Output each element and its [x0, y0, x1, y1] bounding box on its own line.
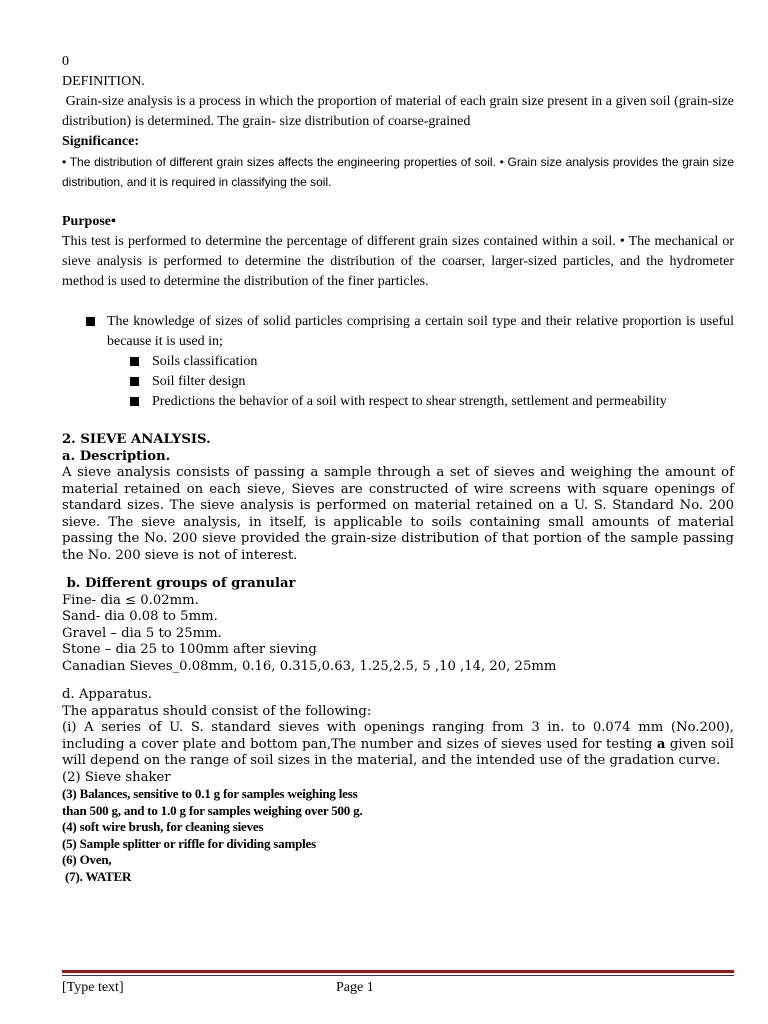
- description-text: A sieve analysis consists of passing a sample through a set of sieves and weighing the amount of material retained on each sieve, Sieves are constructed of wire screens with square openings of standard sizes. The sieve analysis is performed on material retained on a U. S. Standard No. 200 sieve. The sieve analysis, in itself, is applicable to soils containing small amounts of material passing the No. 200 sieve provided the grain-size distribution of that portion of the sample passing the No. 200 sieve is not of interest.: [62, 465, 734, 563]
- apparatus-item-1: (i) A series of U. S. standard sieves with openings ranging from 3 in. to 0.074 mm (No.200), including a cover plate and bottom pan,The number and sizes of sieves used for testing a given soil will depend on the range of soil sizes in the material, and the intended use of the gradation curve.: [62, 720, 735, 768]
- footer-type-text: [Type text]: [62, 980, 124, 995]
- use-item: Soil filter design: [62, 372, 734, 392]
- apparatus-item-bold: (6) Oven,: [62, 852, 112, 867]
- square-bullet-icon: [130, 377, 139, 386]
- square-bullet-icon: [86, 317, 95, 326]
- group-line: Canadian Sieves_0.08mm, 0.16, 0.315,0.63, 1.25,2.5, 5 ,10 ,14, 20, 25mm: [62, 658, 557, 674]
- sieve-analysis-heading: 2. SIEVE ANALYSIS.: [62, 432, 211, 447]
- definition-heading: DEFINITION.: [62, 74, 145, 89]
- square-bullet-icon: [130, 357, 139, 366]
- purpose-heading: Purpose•: [62, 214, 116, 229]
- apparatus-item-bold: (7). WATER: [62, 868, 132, 884]
- granular-groups-heading: b. Different groups of granular: [62, 576, 296, 591]
- use-item: Predictions the behavior of a soil with respect to shear strength, settlement and permeability: [62, 392, 734, 412]
- footer-rule: [62, 970, 734, 973]
- group-line: Stone – dia 25 to 100mm after sieving: [62, 642, 317, 657]
- group-line: Sand- dia 0.08 to 5mm.: [62, 609, 218, 624]
- description-heading: a. Description.: [62, 448, 171, 464]
- use-item: Soils classification: [62, 352, 734, 372]
- apparatus-heading: d. Apparatus.: [62, 687, 153, 702]
- knowledge-list: [62, 312, 734, 412]
- definition-text: Grain-size analysis is a process in which the proportion of material of each grain size present in a given soil (grain-size distribution) is determined. The grain- size distribution of coarse-grained: [62, 94, 738, 129]
- square-bullet-icon: [130, 397, 139, 406]
- significance-heading: Significance:: [62, 134, 139, 149]
- footer-rule-thin: [62, 975, 734, 976]
- knowledge-item: The knowledge of sizes of solid particles comprising a certain soil type and their relative proportion is useful because it is used in;: [62, 312, 734, 352]
- purpose-text: This test is performed to determine the percentage of different grain sizes contained within a soil. • The mechanical or sieve analysis is performed to determine the distribution of the coarser, larger-sized particles, and the hydrometer method is used to determine the distribution of the finer particles.: [62, 234, 734, 289]
- apparatus-intro: The apparatus should consist of the following:: [62, 703, 372, 719]
- footer-page-number: Page 1: [336, 980, 374, 995]
- document-page: [62, 52, 738, 885]
- apparatus-item-bold: than 500 g, and to 1.0 g for samples weighing over 500 g.: [62, 802, 363, 818]
- group-line: Gravel – dia 5 to 25mm.: [62, 625, 222, 641]
- apparatus-item-2: (2) Sieve shaker: [62, 769, 171, 785]
- apparatus-item-bold: (4) soft wire brush, for cleaning sieves: [62, 819, 264, 834]
- apparatus-item-bold: (3) Balances, sensitive to 0.1 g for samples weighing less: [62, 786, 358, 801]
- apparatus-item-bold: (5) Sample splitter or riffle for dividing samples: [62, 835, 316, 851]
- significance-text: • The distribution of different grain sizes affects the engineering properties of soil. • Grain size analysis provides the grain size distribution, and it is required in classifying the soil.: [62, 155, 734, 189]
- group-line: Fine- dia ≤ 0.02mm.: [62, 592, 199, 608]
- page-number-zero: 0: [62, 54, 69, 69]
